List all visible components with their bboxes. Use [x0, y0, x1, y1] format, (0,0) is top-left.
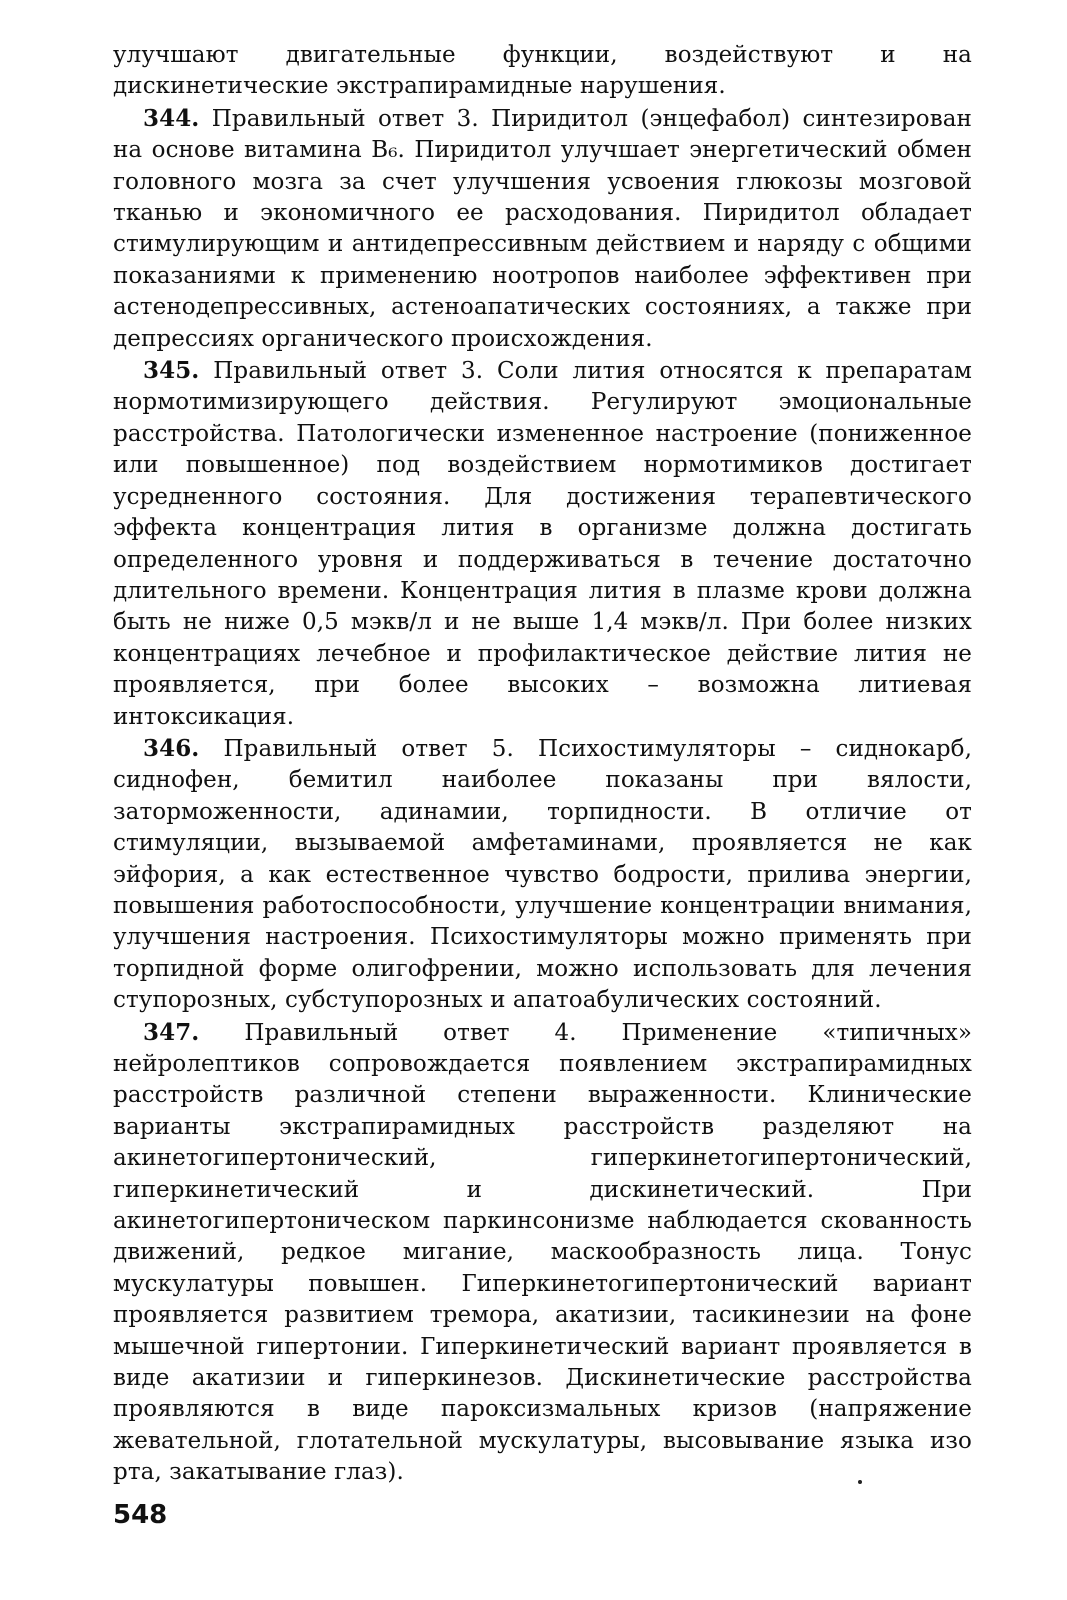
body-text — [113, 40, 972, 1489]
paragraph-text: Правильный ответ 5. Психостимуляторы – сиднокарб, сиднофен, бемитил наиболее показаны при вялости, заторможенности, адинамии, торпидности. В отличие от стимуляции, вызываемой амфетаминами, проявляется не как эйфория, а как естественное чувство бодрости, прилива энергии, повышения работоспособности, улучшение концентрации внимания, улучшения настроения. Психостимуляторы можно применять при торпидной форме олигофрении, можно использовать для лечения ступорозных, субступорозных и апатоабулических состояний. — [113, 735, 972, 1014]
paragraph-answer-344 — [113, 103, 972, 355]
page-number: 548 — [113, 1500, 168, 1530]
paragraph-answer-347 — [113, 1017, 972, 1489]
paragraph-text: Правильный ответ 4. Применение «типичных» нейролептиков сопровождается появлением экстрапирамидных расстройств различной степени выраженности. Клинические варианты экстрапирамидных расстройств разделяют на акинетогипертонический, гиперкинетогипертонический, гиперкинетический и дискинетический. При акинетогипертоническом паркинсонизме наблюдается скованность движений, редкое мигание, маскообразность лица. Тонус мускулатуры повышен. Гиперкинетогипертонический вариант проявляется развитием тремора, акатизии, тасикинезии на фоне мышечной гипертонии. Гиперкинетический вариант проявляется в виде акатизии и гиперкинезов. Дискинетические расстройства проявляются в виде пароксизмальных кризов (напряжение жевательной, глотательной мускулатуры, высовывание языка изо рта, закатывание глаз). — [113, 1019, 972, 1486]
scan-speck — [858, 1480, 862, 1484]
question-number: 347. — [143, 1018, 200, 1046]
question-number: 345. — [143, 357, 200, 385]
paragraph-continuation — [113, 40, 972, 103]
question-number: 346. — [143, 734, 200, 762]
paragraph-answer-346 — [113, 733, 972, 1017]
paragraph-text: Правильный ответ 3. Соли лития относятся к препаратам нормотимизирующего действия. Регулируют эмоциональные расстройства. Патологически измененное настроение (пониженное или повышенное) под воздействием нормотимиков достигает усредненного состояния. Для достижения терапевтического эффекта концентрация лития в организме должна достигать определенного уровня и поддерживаться в течение достаточно длительного времени. Концентрация лития в плазме крови должна быть не ниже 0,5 мэкв/л и не выше 1,4 мэкв/л. При более низких концентрациях лечебное и профилактическое действие лития не проявляется, при более высоких – возможна литиевая интоксикация. — [113, 358, 972, 730]
paragraph-text: улучшают двигательные функции, воздействуют и на дискинетические экстрапирамидные нарушения. — [113, 42, 972, 100]
paragraph-text: Правильный ответ 3. Пиридитол (энцефабол) синтезирован на основе витамина B₆. Пиридитол улучшает энергетический обмен головного мозга за счет улучшения усвоения глюкозы мозговой тканью и экономичного ее расходования. Пиридитол обладает стимулирующим и антидепрессивным действием и наряду с общими показаниями к применению ноотропов наиболее эффективен при астенодепрессивных, астеноапатических состояниях, а также при депрессиях органического происхождения. — [113, 105, 972, 352]
question-number: 344. — [143, 104, 200, 132]
paragraph-answer-345 — [113, 355, 972, 733]
